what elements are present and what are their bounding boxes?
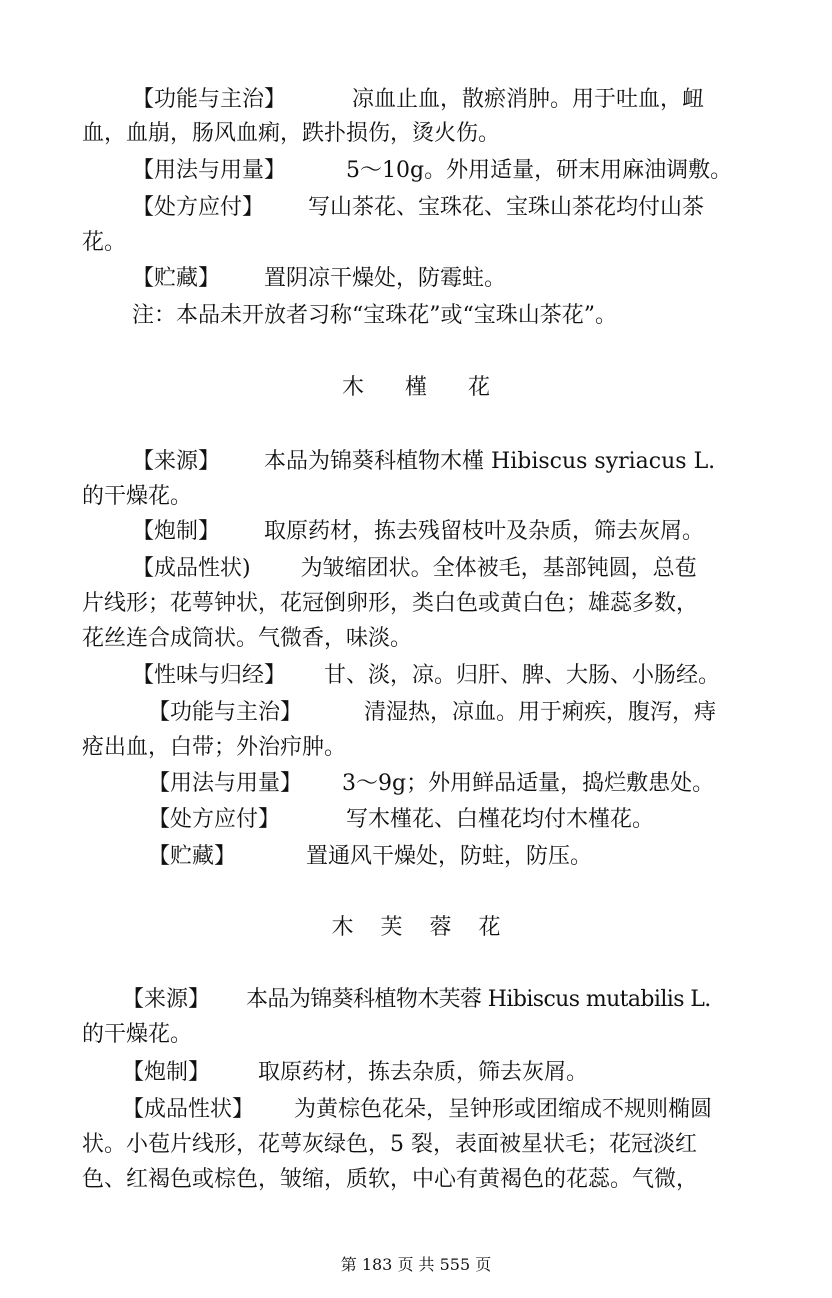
s1-usage-label: 【用法与用量】 [132, 158, 287, 183]
s1-prescription-label: 【处方应付】 [132, 195, 265, 220]
s1-note: 注：本品未开放者习称“宝珠花”或“宝珠山茶花”。 [132, 303, 617, 328]
page-footer: 第 183 页 共 555 页 [340, 1255, 492, 1274]
s3-character-line-2: 状。小苞片线形，花萼灰绿色，5 裂，表面被星状毛；花冠淡红 [82, 1132, 697, 1157]
s2-character-line-3: 花丝连合成筒状。气微香，味淡。 [82, 626, 413, 651]
s2-storage-line [148, 841, 754, 873]
s1-prescription-line-2: 花。 [82, 230, 127, 255]
s2-source-text-1: 本品为锦葵科植物木槿 Hibiscus syriacus L. [264, 449, 716, 474]
s2-source-label: 【来源】 [132, 449, 221, 474]
s1-function-line-1 [132, 84, 754, 116]
s2-nature-line [132, 660, 754, 692]
s2-prescription-label: 【处方应付】 [148, 807, 281, 832]
s3-character-label: 【成品性状】 [122, 1097, 255, 1122]
s1-prescription-line-1 [132, 192, 754, 224]
s3-character-line-1 [122, 1094, 754, 1126]
s2-storage-label: 【贮藏】 [148, 844, 237, 869]
s3-source-label: 【来源】 [122, 987, 211, 1012]
s1-usage-line [132, 155, 754, 187]
s2-title: 木 槿 花 [342, 375, 490, 400]
s2-storage-text: 置通风干燥处，防蛀，防压。 [306, 844, 593, 869]
s3-source-text-1: 本品为锦葵科植物木芙蓉 Hibiscus mutabilis L. [246, 987, 711, 1012]
s2-character-label: 【成品性状) [132, 556, 251, 581]
s3-character-text-1: 为黄棕色花朵，呈钟形或团缩成不规则椭圆 [294, 1097, 713, 1122]
s2-function-line-2: 疮出血，白带；外治疖肿。 [82, 735, 347, 760]
s1-function-line-2: 血，血崩，肠风血痢，跌扑损伤，烫火伤。 [82, 121, 501, 146]
s1-prescription-text-1: 写山茶花、宝珠花、宝珠山茶花均付山茶 [308, 195, 705, 220]
s3-character-line-3: 色、红褐色或棕色，皱缩，质软，中心有黄褐色的花蕊。气微， [82, 1167, 699, 1192]
s2-process-label: 【炮制】 [132, 519, 221, 544]
s2-process-line [132, 516, 754, 548]
s2-process-text: 取原药材，拣去残留枝叶及杂质，筛去灰屑。 [264, 519, 705, 544]
s2-usage-text: 3～9g；外用鲜品适量，捣烂敷患处。 [342, 771, 715, 796]
s2-source-line-1 [132, 446, 754, 478]
s3-process-text: 取原药材，拣去杂质，筛去灰屑。 [258, 1060, 589, 1085]
s2-character-line-1 [132, 553, 754, 585]
s1-usage-text: 5～10g。外用适量，研末用麻油调敷。 [346, 158, 733, 183]
s3-process-label: 【炮制】 [122, 1060, 211, 1085]
s3-process-line [122, 1057, 754, 1089]
s2-function-text-1: 清湿热，凉血。用于痢疾，腹泻，痔 [364, 700, 717, 725]
s1-storage-line [132, 263, 754, 295]
s2-usage-line [148, 768, 754, 800]
s1-function-text-1: 凉血止血，散瘀消肿。用于吐血，衄 [352, 87, 705, 112]
s1-storage-label: 【贮藏】 [132, 266, 221, 291]
s1-storage-text: 置阴凉干燥处，防霉蛀。 [264, 266, 507, 291]
s2-nature-label: 【性味与归经】 [132, 663, 287, 688]
s2-character-text-1: 为皱缩团状。全体被毛，基部钝圆，总苞 [300, 556, 697, 581]
s3-source-line-2: 的干燥花。 [82, 1022, 193, 1047]
s2-function-label: 【功能与主治】 [148, 700, 303, 725]
s3-title: 木 芙 蓉 花 [331, 915, 501, 940]
s2-source-line-2: 的干燥花。 [82, 484, 193, 509]
s2-nature-text: 甘、淡，凉。归肝、脾、大肠、小肠经。 [324, 663, 721, 688]
s1-function-label: 【功能与主治】 [132, 87, 287, 112]
s2-prescription-line [148, 804, 754, 836]
s2-function-line-1 [148, 697, 754, 729]
s2-prescription-text: 写木槿花、白槿花均付木槿花。 [346, 807, 655, 832]
s2-usage-label: 【用法与用量】 [148, 771, 303, 796]
s2-character-line-2: 片线形；花萼钟状，花冠倒卵形，类白色或黄白色；雄蕊多数， [82, 591, 699, 616]
s3-source-line-1 [122, 984, 754, 1016]
